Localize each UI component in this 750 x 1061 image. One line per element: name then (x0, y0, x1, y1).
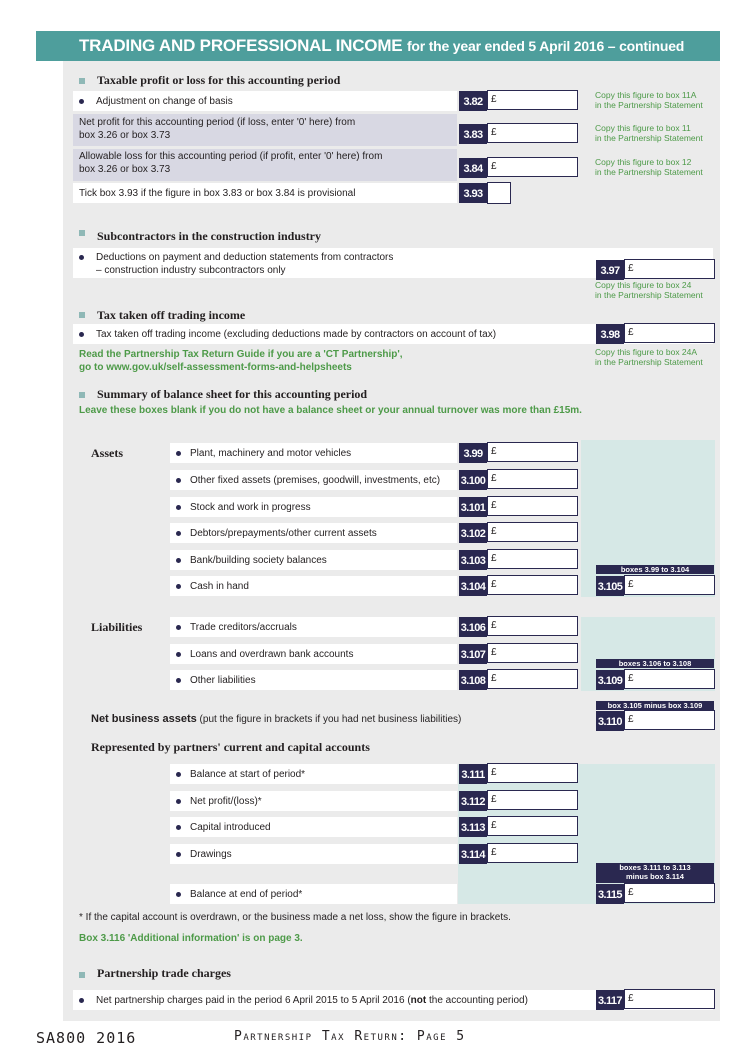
liabilities-total-caption: boxes 3.106 to 3.108 (596, 659, 714, 668)
tick-label: Tick box 3.93 if the figure in box 3.83 or box 3.84 is provisional (79, 188, 356, 199)
assets-label: Assets (91, 446, 123, 460)
bullet-icon (176, 478, 181, 483)
box-3-100-input[interactable]: £ (487, 469, 578, 489)
section-marker-icon (79, 78, 85, 84)
box-3-107-input[interactable]: £ (487, 643, 578, 663)
subcontractors-label: Deductions on payment and deduction statements from contractors – construction industry subcontractors only (96, 252, 394, 276)
asset-label: Cash in hand (190, 581, 249, 592)
section-marker-icon (79, 972, 85, 978)
bullet-icon (176, 892, 181, 897)
box-number: 3.105 (596, 576, 624, 596)
box-3-105-input[interactable]: £ (624, 575, 715, 595)
box-3-117-input[interactable]: £ (624, 989, 715, 1009)
asset-label: Bank/building society balances (190, 555, 327, 566)
box-3-111-input[interactable]: £ (487, 763, 578, 783)
box-3-109-input[interactable]: £ (624, 669, 715, 689)
asset-label: Other fixed assets (premises, goodwill, investments, etc) (190, 475, 441, 486)
box-number: 3.111 (459, 764, 487, 784)
bullet-icon (79, 332, 84, 337)
note-box-12: Copy this figure to box 12 in the Partnership Statement (595, 157, 703, 177)
additional-info-note: Box 3.116 'Additional information' is on page 3. (79, 933, 303, 944)
box-3-112-input[interactable]: £ (487, 790, 578, 810)
adjustment-label: Adjustment on change of basis (96, 96, 233, 107)
net-assets-caption: box 3.105 minus box 3.109 (596, 701, 714, 710)
bullet-icon (176, 652, 181, 657)
note-box-24a: Copy this figure to box 24A in the Partnership Statement (595, 347, 703, 367)
box-number: 3.114 (459, 844, 487, 864)
box-number: 3.110 (596, 711, 624, 731)
box-number: 3.83 (459, 124, 487, 144)
tax-off-label: Tax taken off trading income (excluding deductions made by contractors on account of tax) (96, 329, 497, 340)
box-number: 3.109 (596, 670, 624, 690)
box-3-106-input[interactable]: £ (487, 616, 578, 636)
section-marker-icon (79, 230, 85, 236)
asset-label: Plant, machinery and motor vehicles (190, 448, 352, 459)
box-3-101-input[interactable]: £ (487, 496, 578, 516)
represented-heading: Represented by partners' current and capital accounts (91, 740, 370, 754)
box-3-98-input[interactable]: £ (624, 323, 715, 343)
bullet-icon (176, 505, 181, 510)
page-title (79, 36, 684, 56)
form-code: SA800 2016 (36, 1029, 137, 1047)
box-number: 3.93 (459, 183, 487, 203)
bullet-icon (79, 99, 84, 104)
box-number: 3.108 (459, 670, 487, 690)
ct-guide-note: Read the Partnership Tax Return Guide if you are a 'CT Partnership', go to www.gov.uk/self-assessment-forms-and-helpsheets (79, 349, 403, 373)
bullet-icon (176, 852, 181, 857)
note-box-11: Copy this figure to box 11 in the Partnership Statement (595, 123, 703, 143)
capital-label: Drawings (190, 849, 232, 860)
box-3-82-input[interactable]: £ (487, 90, 578, 110)
box-number: 3.84 (459, 158, 487, 178)
box-3-83-input[interactable]: £ (487, 123, 578, 143)
box-number: 3.113 (459, 817, 487, 837)
box-3-99-input[interactable]: £ (487, 442, 578, 462)
balance-end-label: Balance at end of period* (190, 889, 303, 900)
net-profit-label: Net profit for this accounting period (if loss, enter '0' here) from box 3.26 or box 3.73 (79, 117, 356, 141)
bullet-icon (176, 772, 181, 777)
bullet-icon (176, 584, 181, 589)
box-3-110-input[interactable]: £ (624, 710, 715, 730)
liability-label: Trade creditors/accruals (190, 622, 297, 633)
box-number: 3.112 (459, 791, 487, 811)
subcontractors-heading: Subcontractors in the construction industry (97, 229, 322, 243)
box-number: 3.98 (596, 324, 624, 344)
bullet-icon (176, 558, 181, 563)
box-3-84-input[interactable]: £ (487, 157, 578, 177)
capital-label: Capital introduced (190, 822, 271, 833)
section-marker-icon (79, 392, 85, 398)
box-3-115-input[interactable]: £ (624, 883, 715, 903)
net-assets-label: Net business assets (put the figure in brackets if you had net business liabilities) (91, 713, 462, 725)
capital-label: Net profit/(loss)* (190, 796, 262, 807)
bullet-icon (176, 825, 181, 830)
box-3-102-input[interactable]: £ (487, 522, 578, 542)
guide-link[interactable]: www.gov.uk/self-assessment-forms-and-helpsheets (106, 362, 352, 373)
liabilities-label: Liabilities (91, 620, 143, 634)
box-3-114-input[interactable]: £ (487, 843, 578, 863)
bullet-icon (176, 451, 181, 456)
tax-off-heading: Tax taken off trading income (97, 308, 246, 322)
bullet-icon (176, 799, 181, 804)
capital-footnote: * If the capital account is overdrawn, or the business made a net loss, show the figure in brackets. (79, 912, 511, 923)
asset-label: Stock and work in progress (190, 502, 311, 513)
box-number: 3.82 (459, 91, 487, 111)
asset-label: Debtors/prepayments/other current assets (190, 528, 377, 539)
box-number: 3.104 (459, 576, 487, 596)
bullet-icon (79, 255, 84, 260)
bullet-icon (176, 531, 181, 536)
note-box-11a: Copy this figure to box 11A in the Partnership Statement (595, 90, 703, 110)
box-3-108-input[interactable]: £ (487, 669, 578, 689)
charges-heading: Partnership trade charges (97, 966, 231, 980)
title-subtitle: for the year ended 5 April 2016 – continued (406, 38, 685, 54)
balance-instruction: Leave these boxes blank if you do not have a balance sheet or your annual turnover was more than £15m. (79, 405, 582, 416)
taxable-heading: Taxable profit or loss for this accounting period (97, 73, 341, 87)
box-3-104-input[interactable]: £ (487, 575, 578, 595)
box-number: 3.103 (459, 550, 487, 570)
box-number: 3.97 (596, 260, 624, 280)
box-number: 3.99 (459, 443, 487, 463)
liability-label: Other liabilities (190, 675, 256, 686)
bullet-icon (176, 678, 181, 683)
section-marker-icon (79, 312, 85, 318)
assets-total-caption: boxes 3.99 to 3.104 (596, 565, 714, 574)
bullet-icon (176, 625, 181, 630)
box-number: 3.106 (459, 617, 487, 637)
box-number: 3.101 (459, 497, 487, 517)
capital-total-caption: boxes 3.111 to 3.113 minus box 3.114 (596, 863, 714, 883)
box-number: 3.102 (459, 523, 487, 543)
balance-heading: Summary of balance sheet for this accounting period (97, 387, 368, 401)
bullet-icon (79, 998, 84, 1003)
title-text: TRADING AND PROFESSIONAL INCOME (79, 36, 403, 55)
page-footer-title: Partnership Tax Return: Page 5 (234, 1029, 466, 1044)
box-number: 3.117 (596, 990, 624, 1010)
box-3-97-input[interactable]: £ (624, 259, 715, 279)
box-number: 3.115 (596, 884, 624, 904)
box-3-103-input[interactable]: £ (487, 549, 578, 569)
capital-label: Balance at start of period* (190, 769, 306, 780)
charges-label: Net partnership charges paid in the period 6 April 2015 to 5 April 2016 (not the accounting period) (96, 995, 528, 1006)
liability-label: Loans and overdrawn bank accounts (190, 649, 354, 660)
note-box-24: Copy this figure to box 24 in the Partnership Statement (595, 280, 703, 300)
box-3-113-input[interactable]: £ (487, 816, 578, 836)
box-number: 3.100 (459, 470, 487, 490)
allowable-loss-label: Allowable loss for this accounting period (if profit, enter '0' here) from box 3.26 or box 3.73 (79, 151, 383, 175)
box-number: 3.107 (459, 644, 487, 664)
box-3-93-checkbox[interactable] (487, 182, 511, 204)
